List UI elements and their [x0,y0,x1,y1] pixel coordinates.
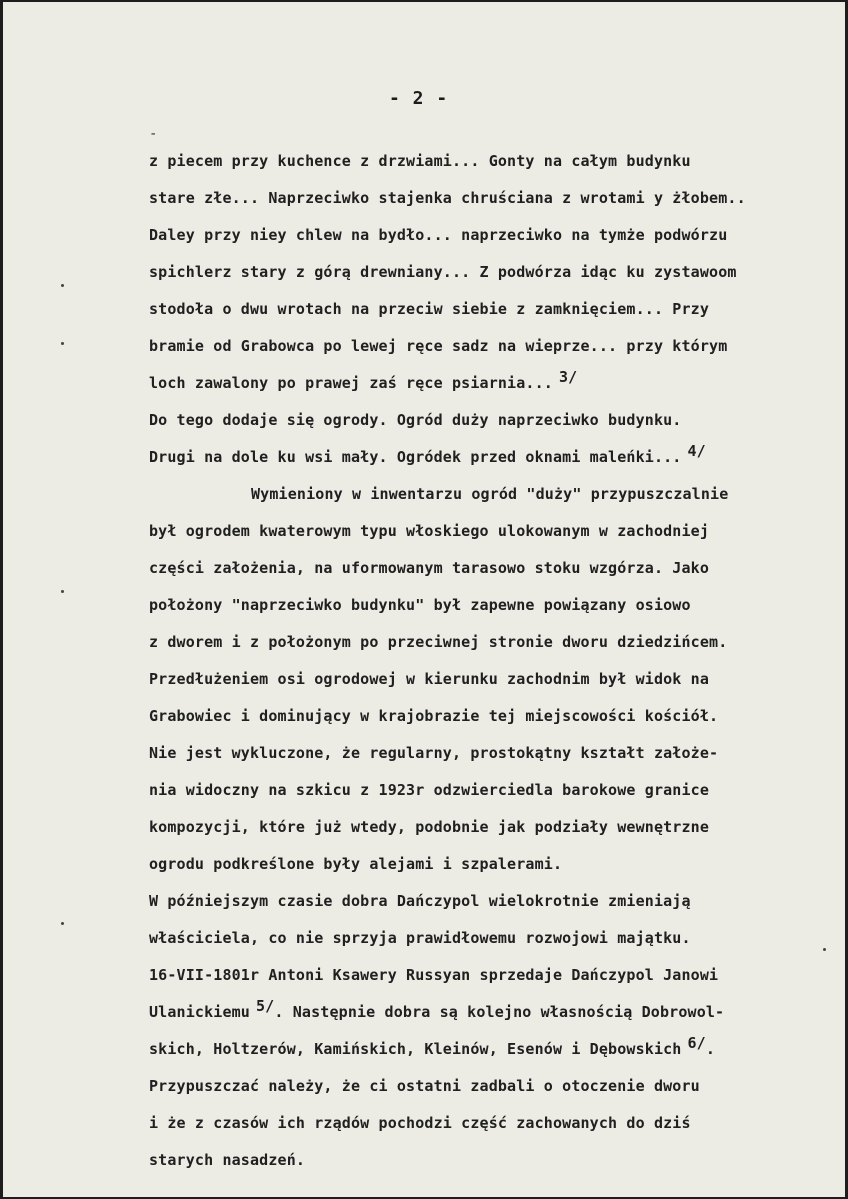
text-line: ogrodu podkreślone były alejami i szpalerami. [149,855,563,873]
line-text: Drugi na dole ku wsi mały. Ogródek przed oknami maleńki... [149,448,682,466]
scan-speck [61,284,64,287]
text-line: właściciela, co nie sprzyja prawidłowemu rozwojowi majątku. [149,929,691,947]
line-text: skich, Holtzerów, Kamińskich, Kleinów, Esenów i Dębowskich [149,1040,682,1058]
text-line [149,442,706,466]
text-line: z dworem i z położonym po przeciwnej stronie dworu dziedzińcem. [149,633,728,651]
text-line: części założenia, na uformowanym tarasowo stoku wzgórza. Jako [149,559,710,577]
footnote-marker: 6/ [687,1034,706,1052]
text-line: z piecem przy kuchence z drzwiami... Gonty na całym budynku [149,152,691,170]
text-line: Do tego dodaje się ogrody. Ogród duży naprzeciwko budynku. [149,411,682,429]
text-line: stodoła o dwu wrotach na przeciw siebie z zamknięciem... Przy [149,300,710,318]
text-line: stare złe... Naprzeciwko stajenka chruściana z wrotami y żłobem.. [149,189,746,207]
page-number: - 2 - [389,88,449,109]
text-line: Nie jest wykluczone, że regularny, prostokątny kształt założe- [149,744,719,762]
text-line: 16-VII-1801r Antoni Ksawery Russyan sprzedaje Dańczypol Janowi [149,966,719,984]
text-line: W późniejszym czasie dobra Dańczypol wielokrotnie zmieniają [149,892,691,910]
text-line: Przypuszczać należy, że ci ostatni zadbali o otoczenie dworu [149,1077,700,1095]
footnote-marker: 5/ [256,997,275,1015]
text-line: Wymieniony w inwentarzu ogród "duży" przypuszczalnie [251,485,729,503]
text-line [149,1034,716,1058]
line-text-continued: . Następnie dobra są kolejno własnością Dobrowol- [274,1003,725,1021]
scan-speck [61,922,64,925]
text-line: nia widoczny na szkicu z 1923r odzwierciedla barokowe granice [149,781,710,799]
text-line: starych nasadzeń. [149,1151,306,1169]
text-line: kompozycji, które już wtedy, podobnie jak podziały wewnętrzne [149,818,710,836]
line-text: loch zawalony po prawej zaś ręce psiarnia... [149,374,553,392]
text-line: Daley przy niey chlew na bydło... naprzeciwko na tymże podwórzu [149,226,728,244]
scan-speck [61,342,64,345]
line-text: Ulanickiemu [149,1003,250,1021]
scan-speck [61,590,64,593]
text-line: był ogrodem kwaterowym typu włoskiego ulokowanym w zachodniej [149,522,710,540]
text-line [149,997,725,1021]
footnote-marker: 3/ [558,368,578,386]
text-line: i że z czasów ich rządów pochodzi część zachowanych do dziś [149,1114,691,1132]
line-text-continued: . [705,1040,716,1058]
text-line: bramie od Grabowca po lewej ręce sadz na wieprze... przy którym [149,337,728,355]
stray-mark: - [149,126,158,142]
text-line [149,368,578,392]
scan-speck [823,948,826,951]
text-line: Grabowiec i dominujący w krajobrazie tej miejscowości kościół. [149,707,719,725]
text-line: spichlerz stary z górą drewniany... Z podwórza idąc ku zystawoom [149,263,737,281]
footnote-marker: 4/ [687,442,706,460]
text-line: Przedłużeniem osi ogrodowej w kierunku zachodnim był widok na [149,670,710,688]
text-line: położony "naprzeciwko budynku" był zapewne powiązany osiowo [149,596,691,614]
